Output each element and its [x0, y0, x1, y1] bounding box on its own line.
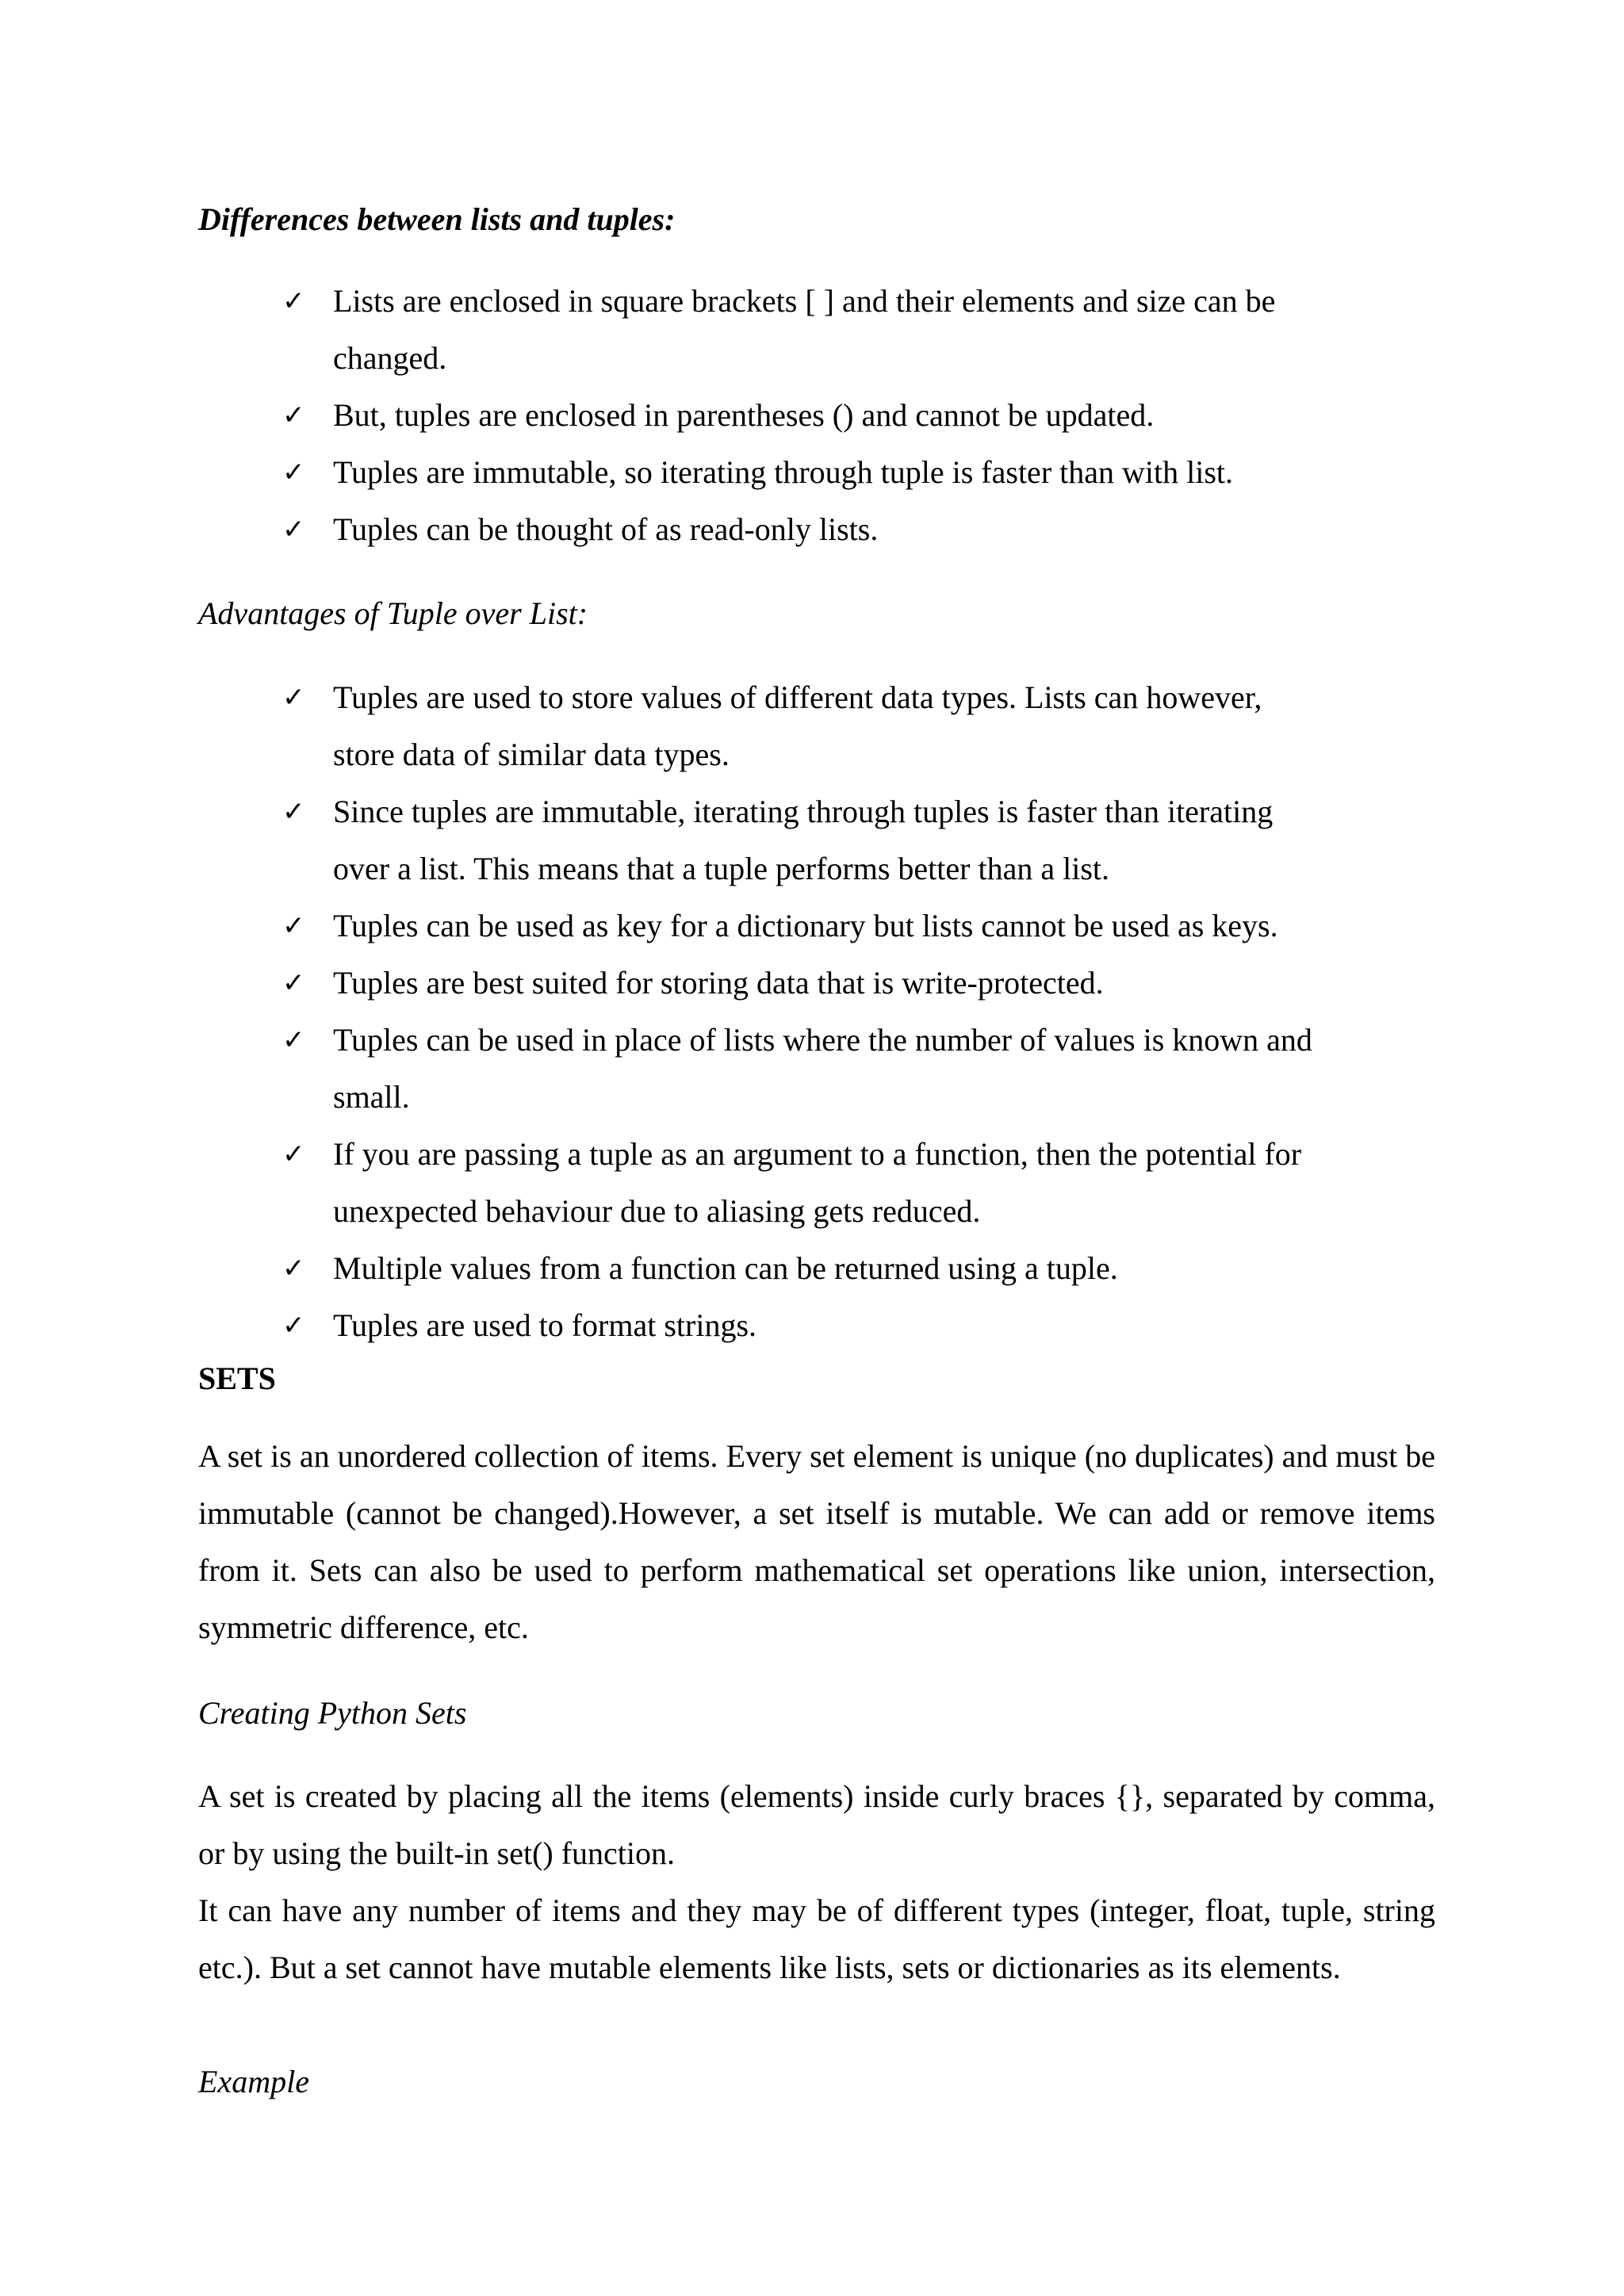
list-item-text: Tuples are used to format strings. — [333, 1307, 757, 1343]
checkmark-icon: ✓ — [282, 457, 305, 488]
checkmark-icon: ✓ — [282, 1024, 305, 1056]
sets-intro-paragraph: A set is an unordered collection of items. Every set element is unique (no duplicates) and must be immutable (cannot be changed).However, a set itself is mutable. We can add or remove items from it. Sets can also be used to perform mathematical set operations like union, intersection, symmetric difference, etc. — [198, 1438, 1435, 1645]
advantages-list — [198, 669, 1435, 1354]
list-item-text: Lists are enclosed in square brackets [ ] and their elements and size can be changed. — [333, 283, 1276, 376]
checkmark-icon: ✓ — [282, 400, 305, 431]
list-item — [198, 1126, 1316, 1240]
list-item — [198, 783, 1316, 897]
list-item — [198, 387, 1316, 444]
list-item-text: Tuples are used to store values of different data types. Lists can however, store data of similar data types. — [333, 679, 1262, 772]
list-item-text: Tuples are immutable, so iterating through tuple is faster than with list. — [333, 454, 1234, 490]
list-item-text: Tuples can be used as key for a dictionary but lists cannot be used as keys. — [333, 908, 1278, 943]
list-item — [198, 669, 1316, 783]
checkmark-icon: ✓ — [282, 1138, 305, 1170]
checkmark-icon: ✓ — [282, 285, 305, 317]
list-item-text: If you are passing a tuple as an argument to a function, then the potential for unexpected behaviour due to aliasing gets reduced. — [333, 1136, 1302, 1229]
checkmark-icon: ✓ — [282, 796, 305, 828]
list-item — [198, 1297, 1316, 1354]
list-item-text: Tuples can be used in place of lists where the number of values is known and small. — [333, 1022, 1312, 1115]
list-item-text: Tuples can be thought of as read-only lists. — [333, 511, 879, 547]
creating-sets-heading: Creating Python Sets — [198, 1695, 467, 1731]
creating-sets-paragraph-2: It can have any number of items and they may be of different types (integer, float, tuple, string etc.). But a set cannot have mutable elements like lists, sets or dictionaries as its elements. — [198, 1892, 1435, 1985]
checkmark-icon: ✓ — [282, 1310, 305, 1341]
list-item-text: But, tuples are enclosed in parentheses () and cannot be updated. — [333, 397, 1155, 433]
checkmark-icon: ✓ — [282, 1253, 305, 1284]
sets-heading: SETS — [198, 1360, 276, 1396]
checkmark-icon: ✓ — [282, 514, 305, 545]
checkmark-icon: ✓ — [282, 682, 305, 714]
list-item — [198, 955, 1316, 1012]
list-item — [198, 1240, 1316, 1297]
list-item — [198, 273, 1316, 387]
example-label: Example — [198, 2064, 309, 2099]
checkmark-icon: ✓ — [282, 910, 305, 942]
differences-heading: Differences between lists and tuples: — [198, 201, 676, 237]
list-item — [198, 501, 1316, 558]
list-item — [198, 897, 1316, 955]
advantages-heading: Advantages of Tuple over List: — [198, 595, 588, 631]
list-item-text: Tuples are best suited for storing data that is write-protected. — [333, 965, 1104, 1001]
creating-sets-paragraph-1: A set is created by placing all the items (elements) inside curly braces {}, separated by comma, or by using the built-in set() function. — [198, 1778, 1435, 1871]
list-item — [198, 444, 1316, 501]
list-item-text: Multiple values from a function can be returned using a tuple. — [333, 1250, 1118, 1286]
differences-list — [198, 273, 1435, 558]
list-item-text: Since tuples are immutable, iterating through tuples is faster than iterating over a list. This means that a tuple performs better than a list. — [333, 794, 1274, 886]
checkmark-icon: ✓ — [282, 967, 305, 999]
list-item — [198, 1012, 1316, 1126]
